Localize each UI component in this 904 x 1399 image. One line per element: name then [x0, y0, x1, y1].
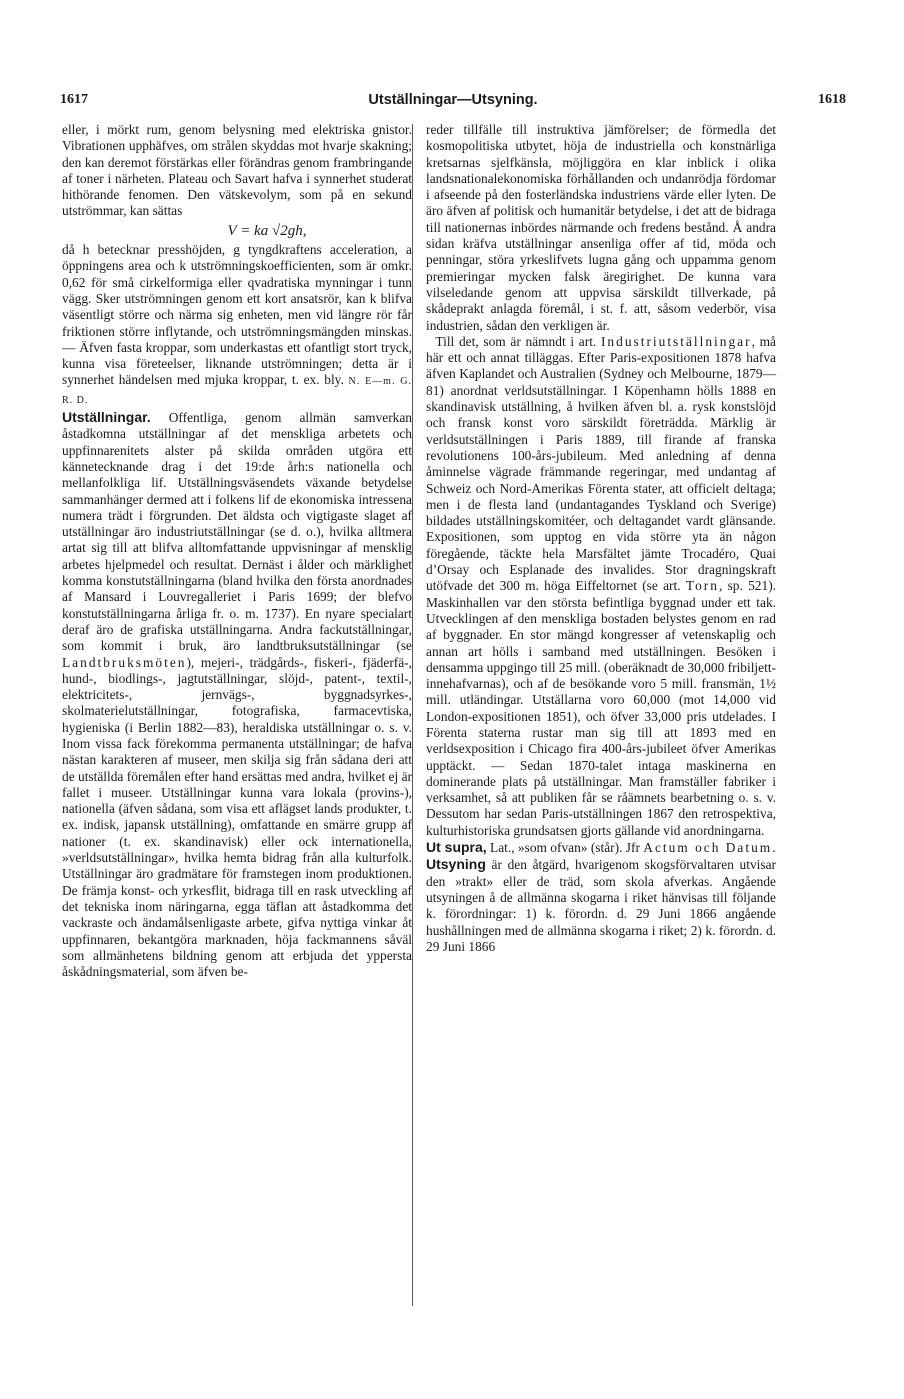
headword-ut-supra: Ut supra, [426, 839, 487, 856]
left-column [62, 122, 412, 980]
headword-utstallningar: Utställningar. [62, 409, 151, 426]
entry-text-continued: ), mejeri-, trädgårds-, fiskeri-, fjäderfä-, hund-, biodlings-, jagtutställningar, slöjd-, patent-, textil-, elektricitets-, jernvägs-, byggnadsyrkes-, skolmaterielutställningar, fotografiska, farmacevtiska, hygieniska (i Berlin 1882—83), heraldiska utställningar o. s. v. Inom vissa fack förekomma permanenta utställningar; de hafva nästan karakteren af museer, men skilja sig från sådana deri att de utställda föremålen efter hand ersättas med andra, hvilket ej är fallet i museer. Utställningar kunna vara lokala (provins-), nationella (äfven sådana, som visa ett aflägset lands produkter, t. ex. indisk, japansk utställning), omfattande en smärre grupp af nationer (t. ex. skandinavisk) eller ock internationella, »verldsutställningar», hvilka hemta bidrag från alla kulturfolk. Utställningar äro gradmätare för framstegen inom produktionen. De främja konst- och yrkesflit, bidraga till en rask utveckling af det tekniska inom näringarna, egga täflan att åstadkomma det vackraste och ändamålsenligaste arbete, gifva nyttiga vinkar åt uppfinnaren, bekantgöra marknaden, höja fackmannens såväl som allmänhetens bildning genom att erbjuda det yppersta åskådningsmaterial, som äfven be- [62, 654, 412, 980]
entry-period: . [772, 840, 776, 856]
headword-utsyning: Utsyning [426, 856, 486, 873]
running-header [60, 92, 846, 114]
entry-utsyning [426, 856, 776, 955]
paragraph-text: Till det, som är nämndt i art. [435, 333, 597, 349]
cross-reference: Landtbruksmöten [62, 654, 187, 670]
entry-text: Lat., »som ofvan» (står). Jfr [490, 840, 640, 856]
column-divider [412, 124, 413, 1306]
paragraph-text-end: , sp. 521). Maskinhallen var den största befintliga byggnad under ett tak. Utvecklingen af den menskliga bostaden belystes genom en rad af byggnader. En stor mängd kongresser af vetenskaplig och annan art hölls i samband med utställningen. Besöken i densamma uppgingo till 25 mill. (oberäknadt de 30,000 fribiljett-innehafvarnas), och af de besökande voro 5 mill. fransmän, 1½ mill. utländingar. Utställarna voro 60,000 (mot 14,000 vid London-expositionen 1851), och öfver 33,000 pris utdelades. I Förenta staterna rustar man sig till att 1893 med en verldsexposition i Chicago fira 400-års-jubileet öfver Amerikas upptäckt. — Sedan 1870-talet intaga maskinerna en dominerande plats på utställningar. Man framställer fabriker i verksamhet, så att publiken får se råämnets bearbetning o. s. v. Dessutom har sedan Paris-utställningen 1867 den retrospektiva, kulturhistoriska grundsatsen gjorts gällande vid anordningarna. [426, 578, 776, 838]
efflux-formula: V = ka √2gh, [227, 222, 307, 239]
paragraph-text: då h betecknar presshöjden, g tyngdkraftens acceleration, a öppningens area och k utströmningskoefficienten, som är omkr. 0,62 för små cirkelformiga eller qvadratiska mynningar i tunn vägg. Sker utströmningen genom ett kort ansatsrör, kan k blifva väsentligt större och närma sig enheten, men vid längre rör får friktionen större inflytande, och utströmningsmängden minskas. — Äfven fasta kroppar, som underkastas ett ofantligt stort tryck, kunna visa företeelser, liknande utströmningen; detta är i synnerhet händelsen med mjuka kroppar, t. ex. bly. [62, 242, 412, 388]
cross-reference-actum: Actum och Datum [643, 840, 773, 856]
cross-reference-torn: Torn [685, 578, 719, 594]
entry-text: är den åtgärd, hvarigenom skogsförvaltaren utvisar den »trakt» eller de träd, som skola afverkas. Angående utsyningen å de allmänna skogarna i riket hänvisas till följande k. förordningar: 1) k. förordn. d. 29 Juni 1866 angående hushållningen med de allmänna skogarna i riket; 2) k. förordn. d. 29 Juni 1866 [426, 857, 776, 954]
paragraph-flow-continuation: eller, i mörkt rum, genom belysning med elektriska gnistor. Vibrationen upphäfves, om strålen skyddas mot hvarje skakning; den kan deremot förstärkas eller förändras genom frambringande af toner i närheten. Plateau och Savart hafva i synnerhet studerat hithörande fenomen. Den vätskevolym, som på en sekund utströmmar, kan sättas [62, 122, 412, 219]
page-number-left: 1617 [60, 92, 88, 107]
cross-reference-industriutstallningar: Industriutställningar [600, 333, 752, 349]
paragraph-formula-explanation [62, 242, 412, 409]
paragraph-text-continued: , må här ett och annat tilläggas. Efter Paris-expositionen 1878 hafva äfven Kaplandet och Australien (Sydney och Melbourne, 1879—81) anordnat verldsutställningar. I Köpenhamn hölls 1888 en skandinavisk utställning, å hvilken äfven bl. a. rysk konstslöjd och fransk konst voro särskildt företrädda. Märklig är verldsutställningen i Paris 1889, till firande af franska revolutionens 100-års-jubileum. Med anledning af denna åminnelse vägrade främmande regeringar, med undantag af Schweiz och Nord-Amerikas Förenta stater, att officielt deltaga; men i de flesta land (undantagandes Tyskland och Sverige) bildades utställningskomitéer, och deltagandet vardt glänsande. Expositionen, som upptog en vida större yta än någon föregående, täckte hela Marsfältet jämte Trocadéro, Quai d’Orsay och Esplanade des invalides. Stor dragningskraft utöfvade det 300 m. höga Eiffeltornet (se art. [426, 333, 776, 594]
page-number-right: 1618 [818, 92, 846, 107]
running-title: Utställningar—Utsyning. [368, 92, 538, 108]
entry-ut-supra [426, 839, 776, 856]
entry-text: Offentliga, genom allmän samverkan åstadkomna utställningar af det menskliga arbetets och uppfinnarenitets alster på skilda områden utgöra ett kännetecknande drag i det 19:de årh:s nationella och mellanfolkliga lif. Utställningsväsendets växande betydelse sammanhänger dermed att i folkens lif de ekonomiska intressena numera trädt i förgrunden. Det äldsta och vigtigaste slaget af utställningar äro industriutställningar (se d. o.), hvilka alltmera artat sig till att blifva alltomfattande uppvisningar af mensklig arbetes hjelpmedel och resultat. Dernäst i ålder och märklighet komma konstutställningarna (bland hvilka den första anordnades af Mansard i Louvregalleriet i Paris 1699; der blefvo konstutställningarna årliga fr. o. m. 1737). En nyare specialart deraf äro de grafiska utställningarna. Andra fackutställningar, som kommit i bruk, äro landtbruksutställningar (se [62, 410, 412, 654]
paragraph-continuation: reder tillfälle till instruktiva jämförelser; de förmedla det kosmopolitiska utbytet, höja de industriella och konstnärliga kretsarnas sjelfkänsla, möjliggöra en klar inblick i olika landsnationalekonomiska förhållanden och undanrödja fördomar i afseende på den fosterländska industriens värde eller lyten. De äro äfven af politisk och humanitär betydelse, i det att de bidraga till nationernas inbördes närmande och fredens bestånd. Å andra sidan kräfva utställningar ansenliga offer af tid, möda och penningar, störa yrkeslifvets lugna gång och uppamma genom premieringar mycken falsk äregirighet. De kunna vara vilseledande genom att uppvisa särskildt tillverkade, på skådeprakt anlagda föremål, i st. f. att, såsom vederbör, visa industrien, sådan den verkligen är. [426, 122, 776, 333]
right-column [426, 122, 776, 955]
author-signature: N. E—m. G. R. D. [62, 376, 412, 406]
paragraph-additions [426, 334, 776, 839]
entry-utstallningar [62, 409, 412, 980]
